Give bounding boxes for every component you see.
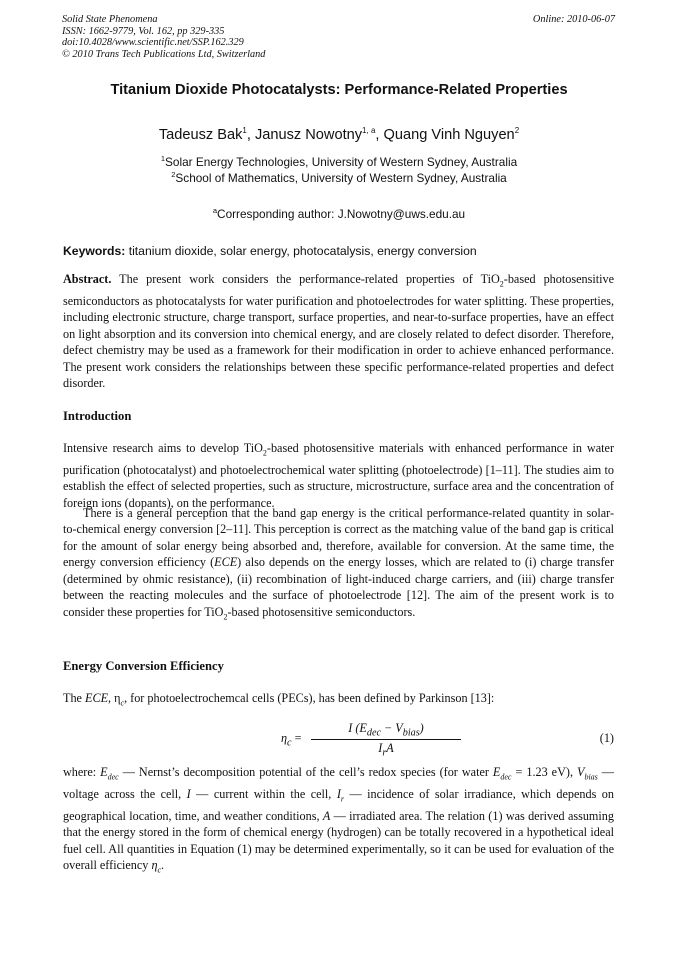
intro-paragraph-2: There is a general perception that the band gap energy is the critical performance-related quantity in solar-to-chemical energy conversion [2–11]. This perception is correct as the matching value of the band gap is critical for the amount of solar energy being absorbed and, therefore, available for conversion. At the same time, the energy conversion efficiency (ECE) also depends on the energy losses, which are related to (i) charge transfer (determined by ohmic resistance), (ii) recombination of light-induced charge carriers, and (iii) charge transfer between the reacting molecules and the surface of photoelectrode [12]. The aim of the present work is to consider these properties for TiO$_2$-based photosensitive semiconductors. — [63, 506, 614, 622]
journal-header — [62, 14, 265, 60]
section-heading-ece: Energy Conversion Efficiency — [63, 659, 224, 673]
ece-where-paragraph: where: $E_{dec}$ — Nernst’s decomposition potential of the cell’s redox species (for water $E_{dec} = 1.23$ eV), $V_{bias}$ — voltage across the cell, I — current within the cell, $I_r$ — incidence of solar irradiance, which depends on geographical location, time, and weather conditions, A — irradiated area. The relation (1) was derived assuming that the energy stored in the form of chemical energy (hydrogen) can be totally recovered in a hypothetical ideal fuel cell. All quantities in Equation (1) may be determined experimentally, so it can be used for evaluation of the overall efficiency $\eta_c$. — [63, 765, 614, 875]
author-name: Janusz Nowotny — [254, 126, 363, 143]
abstract-label: Abstract. — [63, 272, 112, 286]
online-date: Online: 2010-06-07 — [532, 14, 615, 25]
corresponding-email[interactable]: Corresponding author: J.Nowotny@uws.edu.au — [217, 206, 466, 221]
equation-1 — [63, 721, 614, 757]
equation-numerator: I $(E_{dec} - V_{bias})$ — [311, 721, 461, 740]
author-affil-mark: 1, a — [362, 126, 376, 135]
equation-number: (1) — [599, 731, 614, 745]
affiliation-1 — [0, 154, 678, 169]
affil-text: School of Mathematics, University of Western Sydney, Australia — [175, 170, 507, 185]
keywords-label: Keywords: — [63, 244, 126, 258]
ece-intro: The ECE, $\eta_c$, for photoelectrochemcal cells (PECs), has been defined by Parkinson [13]: — [63, 691, 495, 708]
author-affil-mark: 1 — [242, 126, 247, 135]
corresponding-author — [0, 206, 678, 221]
copyright-line: © 2010 Trans Tech Publications Ltd, Switzerland — [62, 48, 266, 60]
intro-paragraph-1: Intensive research aims to develop TiO$_2$-based photosensitive materials with enhanced performance in water purification (photocatalyst) and photoelectrochemical water splitting (photoelectrode) [1–11]. The studies aim to establish the effect of selected properties, such as structure, microstructure, surface area and the concentration of foreign ions (dopants), on the performance. — [63, 441, 614, 510]
author-name: Tadeusz Bak — [158, 126, 243, 143]
keywords-text: titanium dioxide, solar energy, photocatalysis, energy conversion — [125, 244, 477, 258]
author-affil-mark: 2 — [514, 126, 520, 135]
doi-line[interactable]: doi:10.4028/www.scientific.net/SSP.162.329 — [62, 37, 244, 49]
journal-name: Solid State Phenomena — [62, 14, 158, 25]
affil-mark: 1 — [160, 154, 166, 163]
keywords — [63, 244, 623, 258]
affil-mark: a — [212, 206, 218, 215]
paper-title: Titanium Dioxide Photocatalysts: Performance-Related Properties — [110, 82, 568, 98]
author-list: Tadeusz Bak$^1$, Janusz Nowotny$^{1, a}$, Quang Vinh Nguyen$^2$ — [158, 126, 520, 143]
equation-lhs: $\eta_c$ = — [281, 731, 302, 749]
section-heading-introduction: Introduction — [63, 409, 132, 423]
affil-text: Solar Energy Technologies, University of Western Sydney, Australia — [165, 154, 518, 169]
equation-fraction — [311, 721, 461, 759]
affil-mark: 2 — [171, 170, 176, 179]
issn-line: ISSN: 1662-9779, Vol. 162, pp 329-335 — [62, 25, 225, 37]
author-name: Quang Vinh Nguyen — [383, 126, 515, 143]
affiliation-2 — [0, 170, 678, 185]
equation-denominator: $I_rA$ — [378, 741, 394, 759]
abstract: Abstract. The present work considers the performance-related properties of TiO$_2$-based photosensitive semiconductors as photocatalysts for water purification and photoelectrodes for water splitting. These properties, including electronic structure, charge transport, surface properties, and near-to-surface properties, have an effect on light absorption and its conversion into chemical energy, and are closely related to defect disorder. Therefore, defect chemistry may be used as a framework for their modification in order to achieve enhanced performance. The present work considers the relationships between these specific performance-related properties and defect disorder. — [63, 272, 614, 391]
